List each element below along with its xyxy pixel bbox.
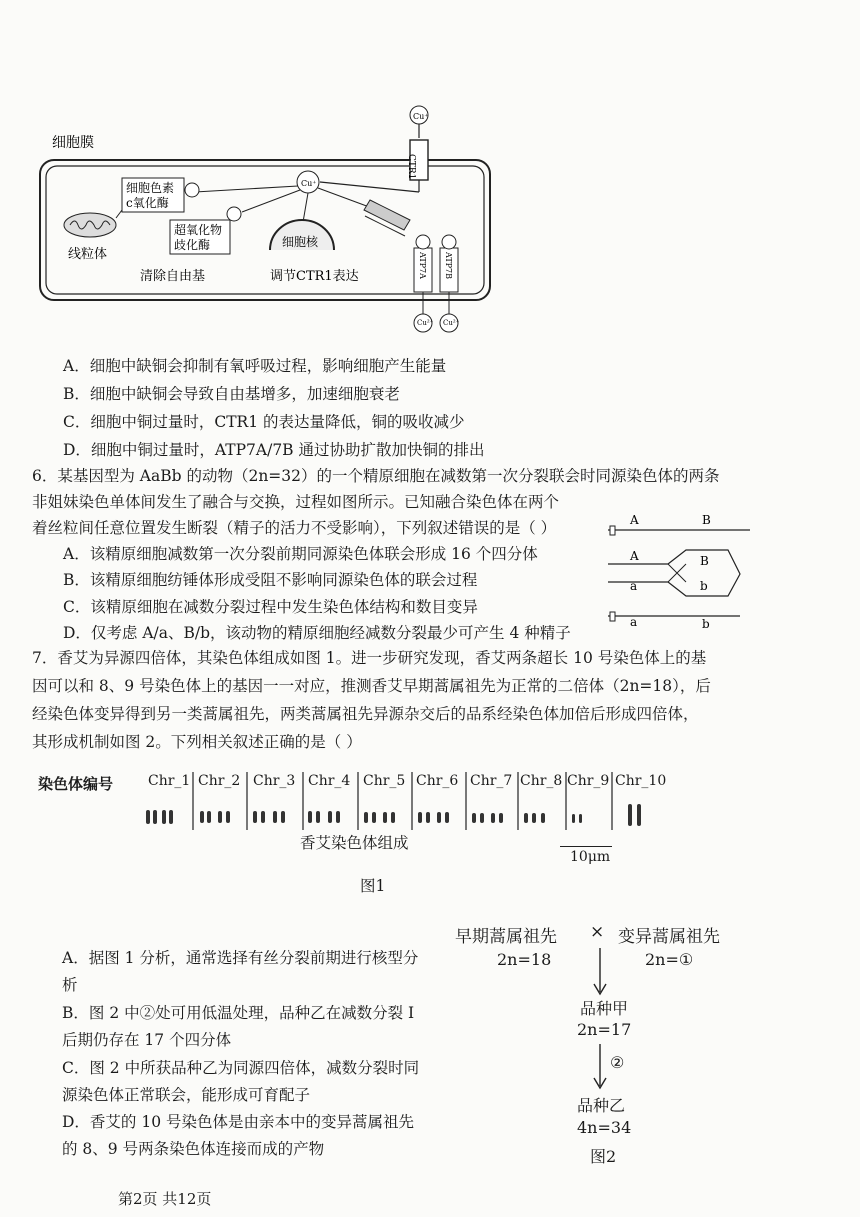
fusion-label-b: b — [700, 579, 708, 593]
ctr1-label: CTR1 — [406, 154, 416, 180]
sod-box-line2: 歧化酶 — [174, 238, 211, 252]
q7-option-d-2: 的 8、9 号两条染色体连接而成的产物 — [62, 1140, 325, 1158]
fusion-label-A-top: A — [630, 513, 639, 527]
q6-stem-2: 非姐妹染色单体间发生了融合与交换，过程如图所示。已知融合染色体在两个 — [32, 493, 560, 511]
scale-label: 10μm — [570, 849, 611, 865]
chr-1-label: Chr_1 — [148, 773, 191, 789]
fig2-variety1-n: 2n=17 — [577, 1020, 632, 1039]
q7-option-a-1: A．据图 1 分析，通常选择有丝分裂前期进行核型分 — [62, 949, 419, 967]
fig2-variety2-n: 4n=34 — [577, 1118, 632, 1137]
chr-8-label: Chr_8 — [520, 773, 563, 789]
fusion-svg — [600, 510, 750, 632]
q6-option-a: A．该精原细胞减数第一次分裂前期同源染色体联会形成 16 个四分体 — [63, 545, 538, 563]
scale-bar — [560, 846, 612, 847]
q7-option-c-1: C．图 2 中所获品种乙为同源四倍体，减数分裂时同 — [62, 1059, 420, 1077]
sod-box-line1: 超氧化物 — [174, 223, 223, 237]
q7-option-d-1: D．香艾的 10 号染色体是由亲本中的变异蒿属祖先 — [62, 1113, 415, 1131]
chr-3-label: Chr_3 — [253, 773, 296, 789]
fig2-variety1: 品种甲 — [580, 999, 629, 1018]
q6-stem-1: 6．某基因型为 AaBb 的动物（2n=32）的一个精原细胞在减数第一次分裂联会时同源染色体的两条 — [32, 467, 720, 485]
fig2-arrow-2 — [590, 1044, 610, 1090]
page-footer: 第2页 共12页 — [118, 1190, 212, 1208]
cell-diagram-svg — [30, 100, 510, 340]
chr-10-label: Chr_10 — [615, 773, 667, 789]
q6-option-c: C．该精原细胞在减数分裂过程中发生染色体结构和数目变异 — [63, 598, 478, 616]
regulate-label: 调节CTR1表达 — [270, 269, 359, 284]
fig1-label: 图1 — [360, 877, 386, 895]
cu2-left-label: Cu²⁺ — [417, 319, 434, 327]
membrane-label: 细胞膜 — [52, 135, 94, 151]
chr-4-label: Chr_4 — [308, 773, 351, 789]
q7-option-b-2: 后期仍存在 17 个四分体 — [62, 1031, 232, 1049]
cu2-right-label: Cu²⁺ — [443, 319, 460, 327]
fig2-variety2: 品种乙 — [577, 1096, 626, 1115]
karyotype-caption: 香艾染色体组成 — [300, 834, 409, 852]
q6-fusion-figure — [600, 510, 750, 632]
fusion-label-a-bottom: a — [630, 615, 638, 629]
q5-option-b: B．细胞中缺铜会导致自由基增多，加速细胞衰老 — [63, 385, 400, 403]
q6-option-d: D．仅考虑 A/a、B/b，该动物的精原细胞经减数分裂最少可产生 4 种精子 — [63, 624, 571, 642]
q7-stem-2: 因可以和 8、9 号染色体上的基因一一对应，推测香艾早期蒿属祖先为正常的二倍体（2n=18），后 — [32, 677, 711, 695]
q5-option-c: C．细胞中铜过量时，CTR1 的表达量降低，铜的吸收减少 — [63, 413, 465, 431]
fig2-parent1: 早期蒿属祖先 — [455, 927, 557, 947]
fig2-cross: × — [590, 922, 605, 942]
q7-option-a-2: 析 — [62, 976, 78, 994]
karyotype-heading: 染色体编号 — [38, 775, 114, 793]
chr-9-label: Chr_9 — [567, 773, 610, 789]
fig2-label: 图2 — [590, 1147, 617, 1166]
fusion-label-b-bottom: b — [702, 617, 710, 631]
q7-stem-4: 其形成机制如图 2。下列相关叙述正确的是（ ） — [32, 733, 362, 751]
fig2-parent2: 变异蒿属祖先 — [618, 927, 720, 947]
q6-option-b: B．该精原细胞纺锤体形成受阻不影响同源染色体的联会过程 — [63, 571, 478, 589]
q5-option-d: D．细胞中铜过量时，ATP7A/7B 通过协助扩散加快铜的排出 — [63, 441, 485, 459]
cyto-box-line2: c氧化酶 — [126, 196, 169, 210]
fusion-label-A: A — [630, 549, 639, 563]
fig2-parent2-n: 2n=① — [645, 950, 694, 969]
q7-stem-3: 经染色体变异得到另一类蒿属祖先，两类蒿属祖先异源杂交后的品系经染色体加倍后形成四倍体， — [32, 705, 699, 723]
cyto-box-line1: 细胞色素 — [126, 181, 175, 195]
cell-copper-figure — [30, 100, 510, 340]
cu-center-label: Cu⁺ — [301, 179, 317, 188]
chr-6-label: Chr_6 — [416, 773, 459, 789]
cu-top-label: Cu⁺ — [413, 112, 429, 121]
chr-5-label: Chr_5 — [363, 773, 406, 789]
chr-7-label: Chr_7 — [470, 773, 513, 789]
nucleus-label: 细胞核 — [282, 235, 319, 249]
fusion-label-B: B — [700, 554, 709, 568]
q6-stem-3: 着丝粒间任意位置发生断裂（精子的活力不受影响），下列叙述错误的是（ ） — [32, 519, 557, 537]
q7-option-b-1: B．图 2 中②处可用低温处理，品种乙在减数分裂 I — [62, 1004, 415, 1022]
atp7a-label: ATP7A — [418, 252, 427, 279]
fig2-parent1-n: 2n=18 — [497, 950, 552, 969]
free-radical-label: 清除自由基 — [140, 269, 206, 284]
q7-option-c-2: 源染色体正常联会，能形成可育配子 — [62, 1086, 311, 1104]
fusion-label-a: a — [630, 579, 638, 593]
fig2-arrow-1 — [590, 948, 610, 996]
mito-label: 线粒体 — [68, 247, 108, 262]
fusion-label-B-top: B — [702, 513, 711, 527]
fig2-step2: ② — [610, 1053, 625, 1072]
chr-2-label: Chr_2 — [198, 773, 241, 789]
atp7b-label: ATP7B — [444, 252, 453, 280]
q7-stem-1: 7．香艾为异源四倍体，其染色体组成如图 1。进一步研究发现，香艾两条超长 10 号染色体上的基 — [32, 649, 707, 667]
q5-option-a: A．细胞中缺铜会抑制有氧呼吸过程，影响细胞产生能量 — [63, 357, 447, 375]
